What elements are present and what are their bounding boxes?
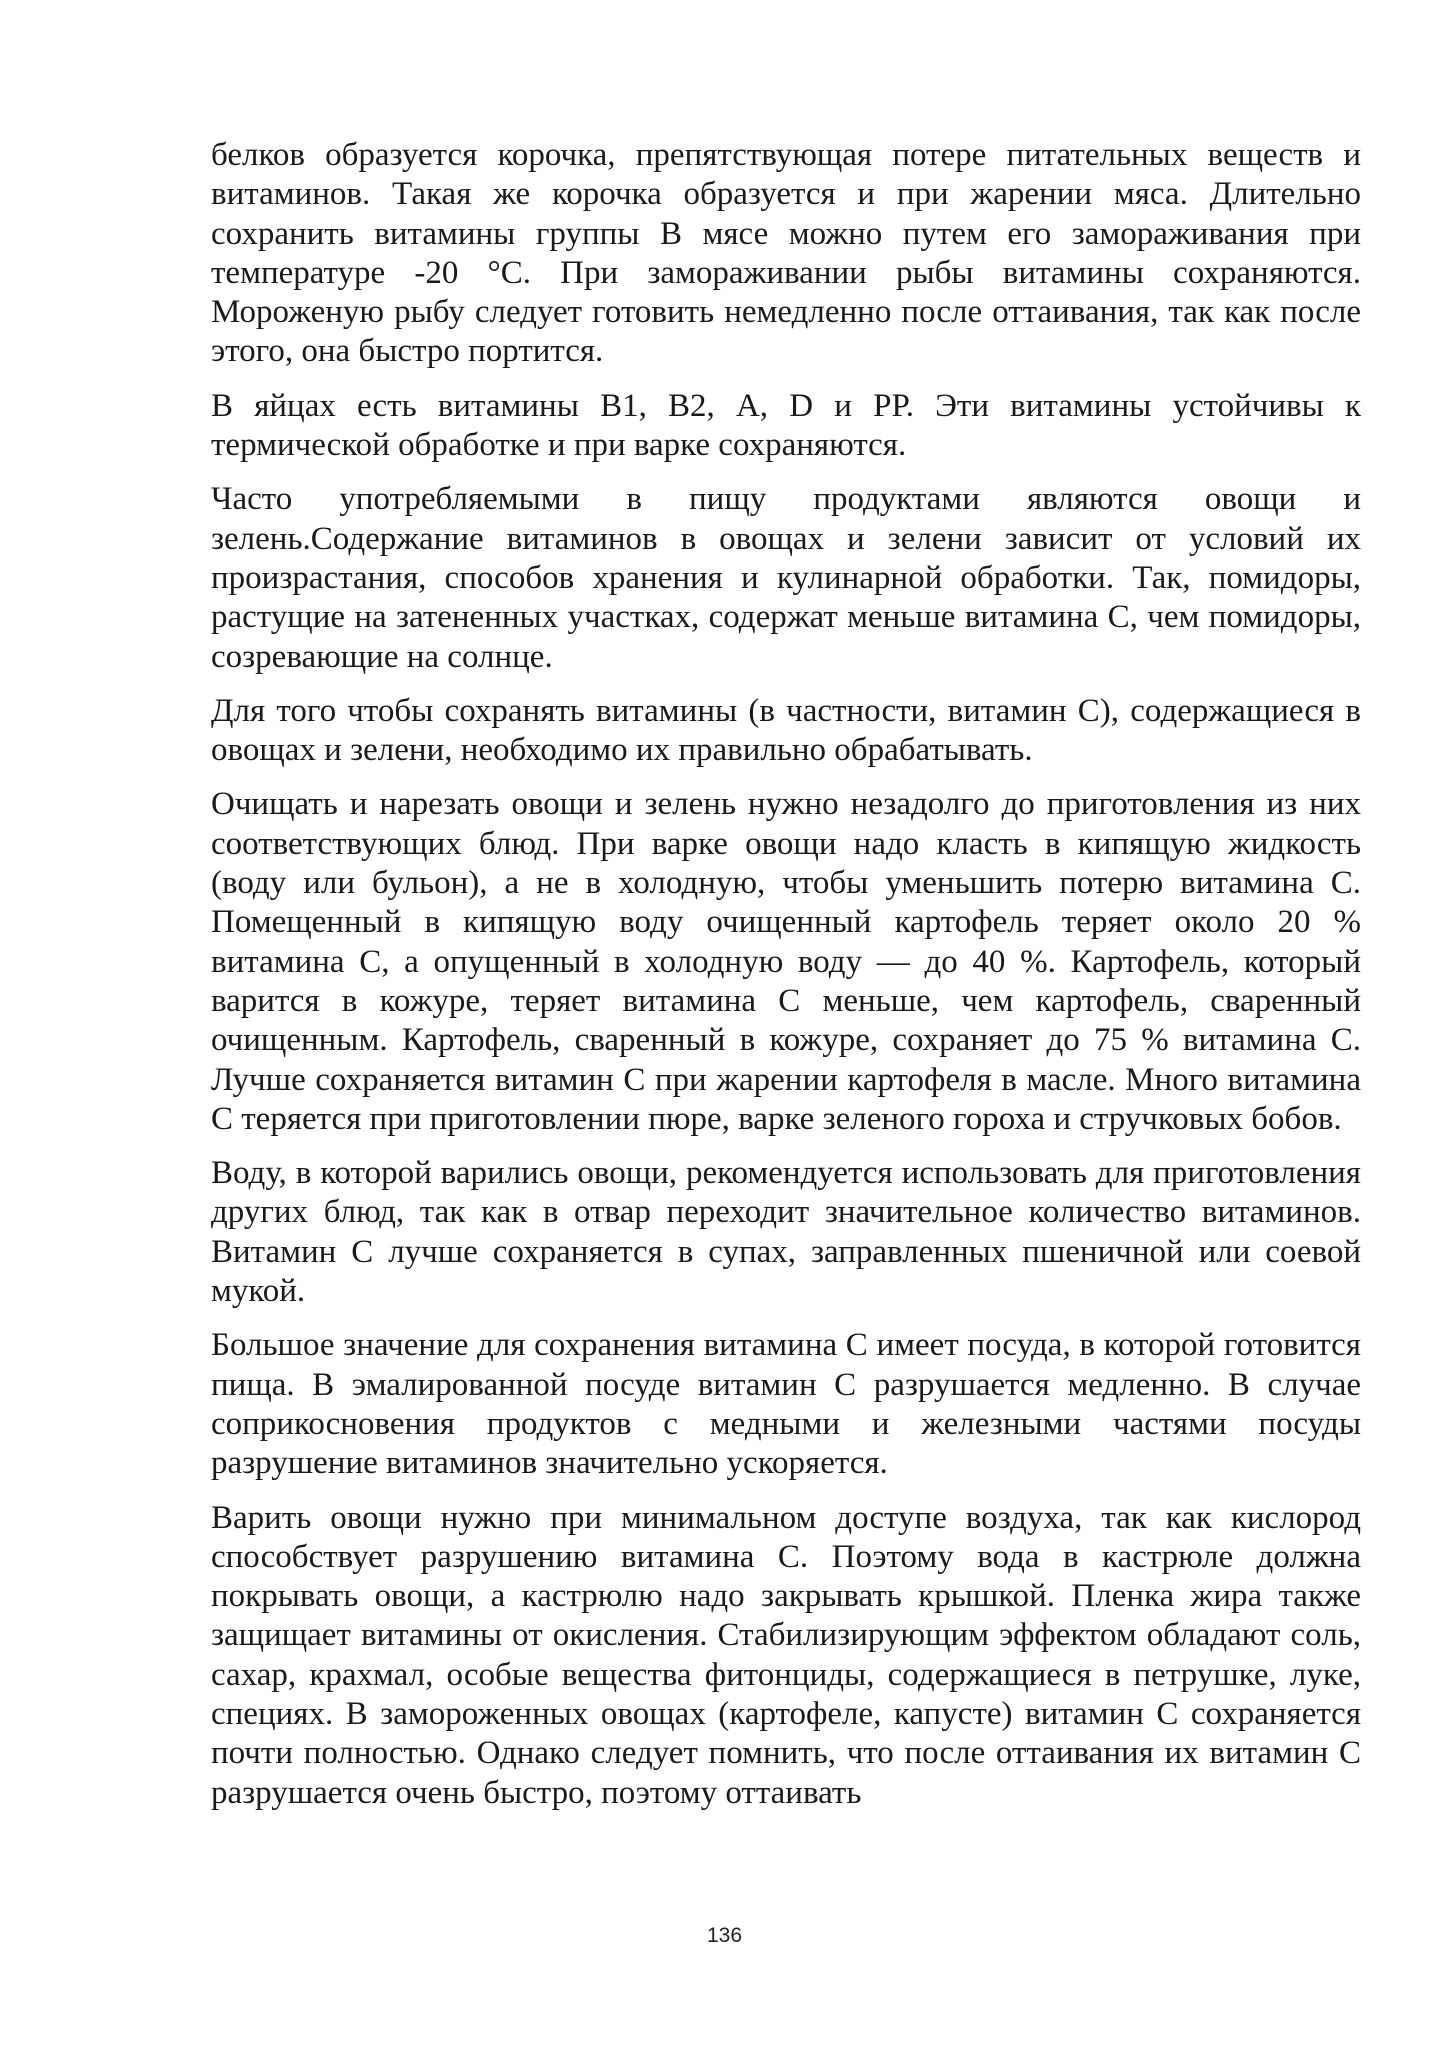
paragraph-3: Часто употребляемыми в пищу продуктами являются овощи и зелень.Содержание витаминов в овощах и зелени зависит от условий их произрастания, способов хранения и кулинарной обработки. Так, помидоры, растущие на затененных участках, содержат меньше витамина С, чем помидоры, созревающие на солнце. [211,481,1361,675]
paragraph-4: Для того чтобы сохранять витамины (в частности, витамин С), содержащиеся в овощах и зелени, необходимо их правильно обрабатывать. [211,692,1361,769]
paragraph-7: Большое значение для сохранения витамина С имеет посуда, в которой готовится пища. В эмалированной посуде витамин С разрушается медленно. В случае соприкосновения продуктов с медными и железными частями посуды разрушение витаминов значительно ускоряется. [211,1327,1361,1482]
page-body [211,136,1361,1828]
paragraph-5: Очищать и нарезать овощи и зелень нужно незадолго до приготовления из них соответствующих блюд. При варке овощи надо класть в кипящую жидкость (воду или бульон), а не в холодную, чтобы уменьшить потерю витамина С. Помещенный в кипящую воду очищенный картофель теряет около 20 % витамина С, а опущенный в холодную воду — до 40 %. Картофель, который варится в кожуре, теряет витамина С меньше, чем картофель, сваренный очищенным. Картофель, сваренный в кожуре, сохраняет до 75 % витамина С. Лучше сохраняется витамин С при жарении картофеля в масле. Много витамина С теряется при приготовлении пюре, варке зеленого гороха и стручковых бобов. [211,786,1361,1137]
paragraph-6: Воду, в которой варились овощи, рекомендуется использовать для приготовления других блюд, так как в отвар переходит значительное количество витаминов. Витамин С лучше сохраняется в супах, заправленных пшеничной или соевой мукой. [211,1155,1361,1310]
paragraph-2: В яйцах есть витамины В1, В2, А, D и РР. Эти витамины устойчивы к термической обработке и при варке сохраняются. [211,387,1361,464]
paragraph-8: Варить овощи нужно при минимальном доступе воздуха, так как кислород способствует разрушению витамина С. Поэтому вода в кастрюле должна покрывать овощи, а кастрюлю надо закрывать крышкой. Пленка жира также защищает витамины от окисления. Стабилизирующим эффектом обладают соль, сахар, крахмал, особые вещества фитонциды, содержащиеся в петрушке, луке, специях. В замороженных овощах (картофеле, капусте) витамин С сохраняется почти полностью. Однако следует помнить, что после оттаивания их витамин С разрушается очень быстро, поэтому оттаивать [211,1499,1361,1811]
page-number: 136 [706,1924,743,1947]
paragraph-1: белков образуется корочка, препятствующая потере питательных веществ и витаминов. Такая же корочка образуется и при жарении мяса. Длительно сохранить витамины группы В мясе можно путем его замораживания при температуре -20 °С. При замораживании рыбы витамины сохраняются. Мороженую рыбу следует готовить немедленно после оттаивания, так как после этого, она быстро портится. [211,137,1361,370]
